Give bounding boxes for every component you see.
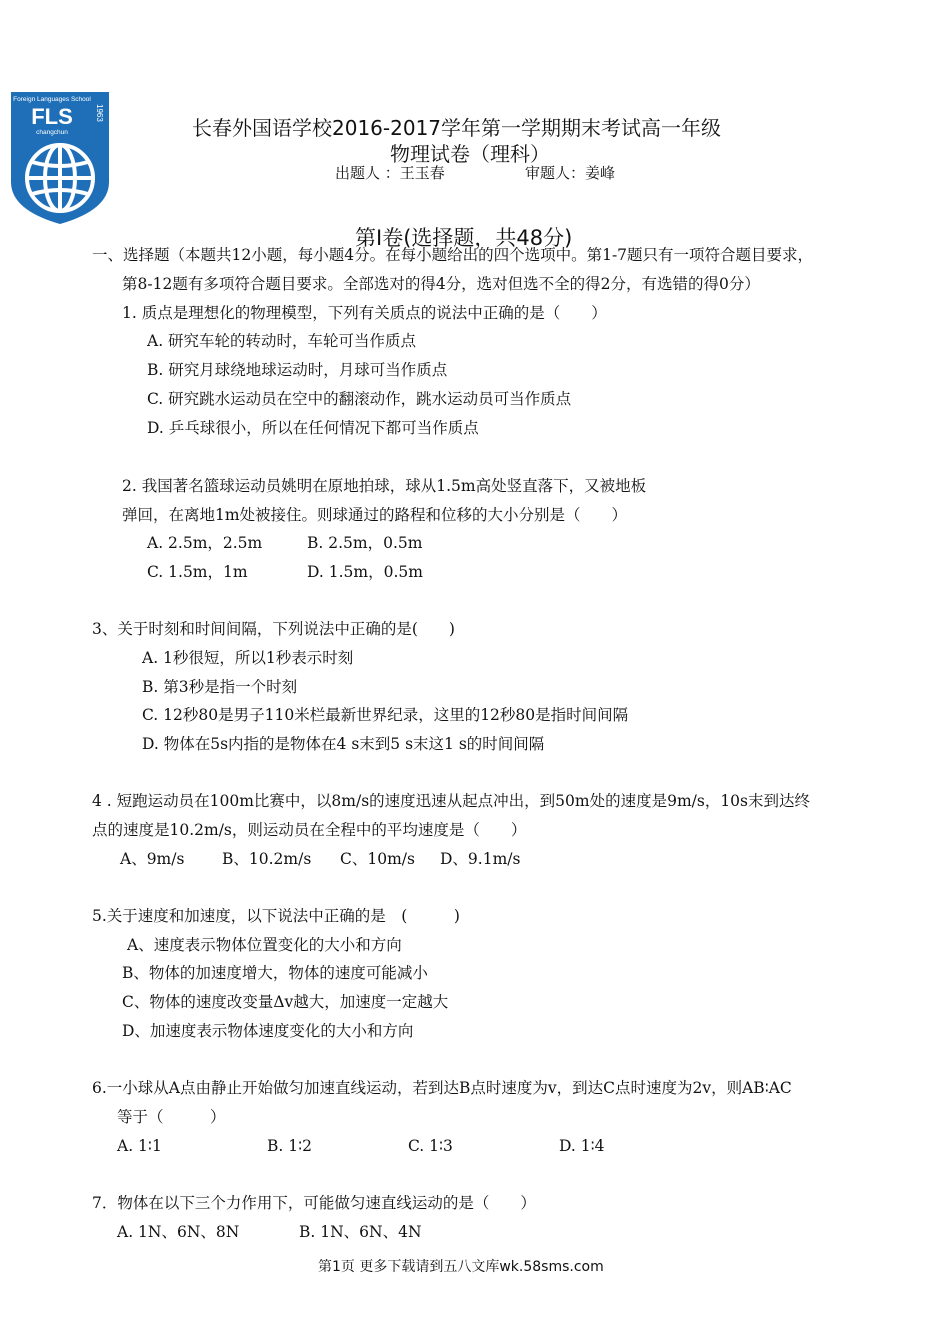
q4-option-a: A、9m/s (120, 850, 185, 868)
q2-option-b: B. 2.5m，0.5m (307, 534, 423, 552)
logo-city: changchun (36, 129, 68, 136)
q5-option-a: A、速度表示物体位置变化的大小和方向 (127, 936, 402, 954)
q7-stem: 7．物体在以下三个力作用下，可能做匀速直线运动的是（ ） (92, 1194, 536, 1212)
q6-stem-line1: 6.一小球从A点由静止开始做匀加速直线运动，若到达B点时速度为v，到达C点时速度为2v，则AB∶AC (92, 1079, 792, 1097)
section-intro-line1: 一、选择题（本题共12小题，每小题4分。在每小题给出的四个选项中。第1-7题只有一项符合题目要求， (92, 246, 814, 264)
q6-option-b: B. 1∶2 (267, 1137, 313, 1155)
q3-option-b: B. 第3秒是指一个时刻 (142, 678, 298, 696)
question-setter: 出题人 ：王玉春 (335, 164, 445, 182)
logo-initials: FLS (31, 104, 73, 129)
q5-option-d: D、加速度表示物体速度变化的大小和方向 (122, 1022, 414, 1040)
exam-subtitle: 物理试卷（理科） (390, 142, 550, 166)
q6-option-a: A. 1∶1 (117, 1137, 162, 1155)
q6-option-d: D. 1∶4 (559, 1137, 605, 1155)
q6-stem-line2: 等于（ ） (117, 1108, 226, 1126)
q4-option-d: D、9.1m/s (440, 850, 521, 868)
q2-stem-line1: 2. 我国著名篮球运动员姚明在原地拍球，球从1.5m高处竖直落下，又被地板 (122, 477, 647, 495)
q1-stem: 1. 质点是理想化的物理模型，下列有关质点的说法中正确的是（ ） (122, 304, 607, 322)
q7-option-a: A. 1N、6N、8N (117, 1223, 240, 1241)
q1-option-d: D. 乒乓球很小，所以在任何情况下都可当作质点 (147, 419, 479, 437)
q7-option-b: B. 1N、6N、4N (299, 1223, 422, 1241)
q2-option-d: D. 1.5m，0.5m (307, 563, 423, 581)
question-reviewer: 审题人：姜峰 (525, 164, 616, 182)
school-logo (8, 90, 112, 226)
q6-option-c: C. 1∶3 (408, 1137, 453, 1155)
q5-stem: 5.关于速度和加速度，以下说法中正确的是 ( ) (92, 907, 460, 925)
exam-title: 长春外国语学校2016-2017学年第一学期期末考试高一年级 (192, 116, 722, 140)
page-footer: 第1页 更多下载请到五八文库wk.58sms.com (318, 1259, 604, 1275)
q5-option-b: B、物体的加速度增大，物体的速度可能减小 (122, 964, 428, 982)
q4-stem-line1: 4 . 短跑运动员在100m比赛中，以8m/s的速度迅速从起点冲出，到50m处的速度是9m/s，10s末到达终 (92, 792, 810, 810)
q3-option-c: C. 12秒80是男子110米栏最新世界纪录，这里的12秒80是指时间间隔 (142, 706, 629, 724)
q3-option-a: A. 1秒很短，所以1秒表示时刻 (142, 649, 354, 667)
q5-option-c: C、物体的速度改变量Δv越大，加速度一定越大 (122, 993, 449, 1011)
logo-school-en: Foreign Languages School (13, 96, 91, 103)
q4-stem-line2: 点的速度是10.2m/s，则运动员在全程中的平均速度是（ ） (92, 821, 527, 839)
q3-option-d: D. 物体在5s内指的是物体在4 s末到5 s末这1 s的时间间隔 (142, 735, 545, 753)
q3-stem: 3、关于时刻和时间间隔，下列说法中正确的是( ) (92, 620, 455, 638)
q2-option-c: C. 1.5m，1m (147, 563, 248, 581)
q2-option-a: A. 2.5m，2.5m (147, 534, 263, 552)
q2-stem-line2: 弹回，在离地1m处被接住。则球通过的路程和位移的大小分别是（ ） (122, 506, 628, 524)
globe-icon (27, 145, 93, 211)
q4-option-b: B、10.2m/s (222, 850, 312, 868)
section-intro-line2: 第8-12题有多项符合题目要求。全部选对的得4分，选对但选不全的得2分，有选错的得0分） (122, 275, 760, 293)
section-title: 第Ⅰ卷(选择题，共48分) (355, 226, 573, 250)
q1-option-b: B. 研究月球绕地球运动时，月球可当作质点 (147, 361, 448, 379)
q4-option-c: C、10m/s (340, 850, 415, 868)
q1-option-c: C. 研究跳水运动员在空中的翻滚动作，跳水运动员可当作质点 (147, 390, 572, 408)
q1-option-a: A. 研究车轮的转动时，车轮可当作质点 (147, 332, 417, 350)
logo-year: 1963 (95, 104, 104, 122)
